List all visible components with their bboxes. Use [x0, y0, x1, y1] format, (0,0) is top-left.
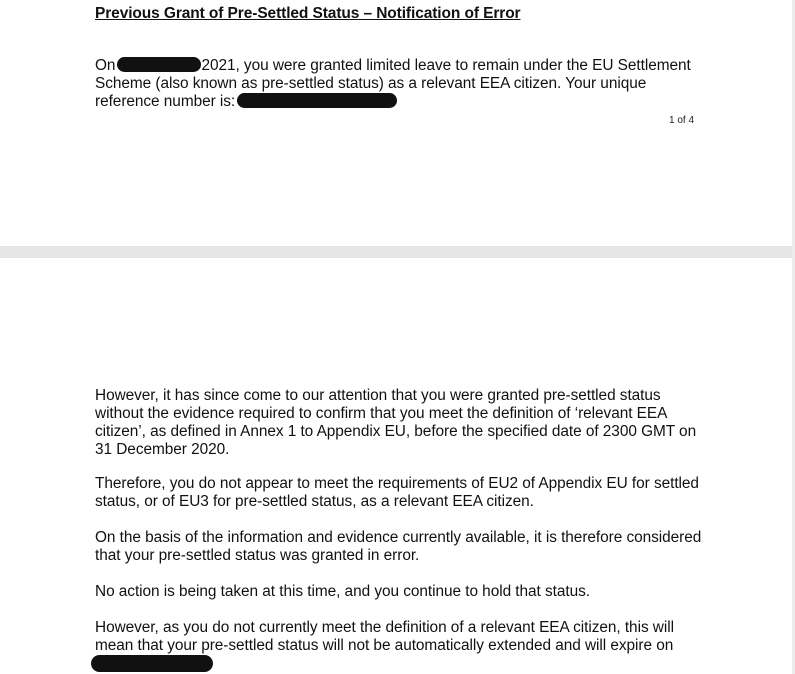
paragraph-start-word: On — [95, 57, 116, 74]
grant-paragraph — [95, 57, 707, 111]
paragraph-no-action: No action is being taken at this time, and you continue to hold that status. — [95, 583, 590, 600]
redacted-expiry-date — [91, 655, 213, 672]
paragraph-expiry: However, as you do not currently meet the definition of a relevant EEA citizen, this will mean that your pre-settled status will not be automatically extended and will expire on — [95, 619, 674, 654]
page-separator — [0, 246, 795, 258]
redacted-reference-number — [237, 93, 397, 108]
letter-title: Previous Grant of Pre-Settled Status – Notification of Error — [95, 5, 521, 22]
page-number: 1 of 4 — [669, 115, 695, 126]
paragraph-granted-in-error: On the basis of the information and evidence currently available, it is therefore considered that your pre-settled status was granted in error. — [95, 529, 702, 564]
paragraph-evidence: However, it has since come to our attention that you were granted pre-settled status without the evidence required to confirm that you meet the definition of ‘relevant EEA citizen’, as defined in Annex 1 to Appendix EU, before the specified date of 2300 GMT on 31 December 2020. — [95, 387, 697, 458]
grant-paragraph-text: 2021, you were granted limited leave to remain under the EU Settlement Scheme (also known as pre-settled status) as a relevant EEA citizen. Your unique reference number is: — [95, 57, 691, 110]
document-page-1 — [0, 0, 795, 246]
redacted-date — [117, 57, 201, 72]
paragraph-requirements: Therefore, you do not appear to meet the requirements of EU2 of Appendix EU for settled status, or of EU3 for pre-settled status, as a relevant EEA citizen. — [95, 475, 699, 510]
document-page-2 — [0, 258, 795, 674]
